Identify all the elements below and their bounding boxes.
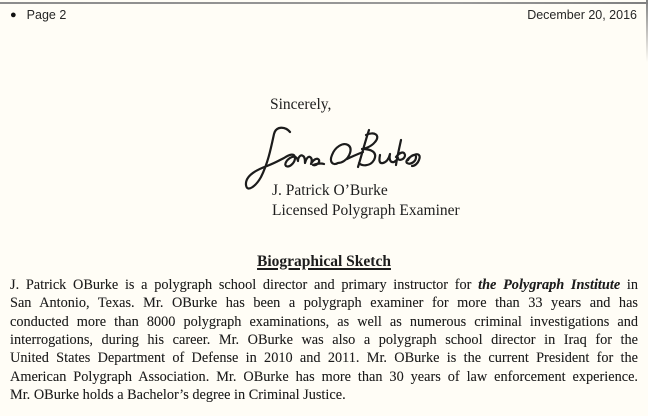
bio-line	[10, 313, 638, 331]
bio-text-emphasis: the Polygraph Institute	[478, 277, 621, 293]
bio-line	[10, 349, 638, 367]
bio-text: Mr. OBurke holds a Bachelor’s degree in Criminal Justice.	[10, 387, 346, 404]
bio-heading	[0, 253, 648, 271]
bio-text: United States Department of Defense in 2010 and 2011. Mr. OBurke is the current President for the	[10, 350, 638, 367]
bio-line	[10, 294, 638, 312]
bio-heading-text: Biographical Sketch	[257, 253, 391, 270]
signer-title: Licensed Polygraph Examiner	[272, 202, 460, 219]
bio-paragraph	[10, 276, 638, 404]
bio-text: in	[620, 277, 638, 293]
bio-text: San Antonio, Texas. Mr. OBurke has been a polygraph examiner for more than 33 years and has	[10, 295, 638, 312]
bio-line	[10, 368, 638, 386]
page-top-edge-line	[0, 2, 648, 4]
page-number	[10, 8, 66, 22]
bio-text: J. Patrick OBurke is a polygraph school director and primary instructor for	[10, 277, 479, 293]
signer-name: J. Patrick O’Burke	[272, 182, 388, 199]
letter-header	[10, 8, 637, 22]
letter-date: December 20, 2016	[527, 8, 637, 22]
bio-text: American Polygraph Association. Mr. OBurke has more than 30 years of law enforcement experience.	[10, 368, 638, 385]
bio-text: conducted more than 8000 polygraph examinations, as well as numerous criminal investigations and	[10, 313, 638, 330]
bio-line	[10, 276, 638, 294]
closing-salutation: Sincerely,	[270, 96, 332, 113]
bullet-icon: ●	[10, 8, 17, 21]
bio-text: interrogations, during his career. Mr. OBurke was also a polygraph school director in Iraq for the	[10, 332, 638, 349]
bio-line	[10, 331, 638, 349]
bio-line	[10, 386, 638, 404]
page-number-label: Page 2	[26, 8, 67, 22]
